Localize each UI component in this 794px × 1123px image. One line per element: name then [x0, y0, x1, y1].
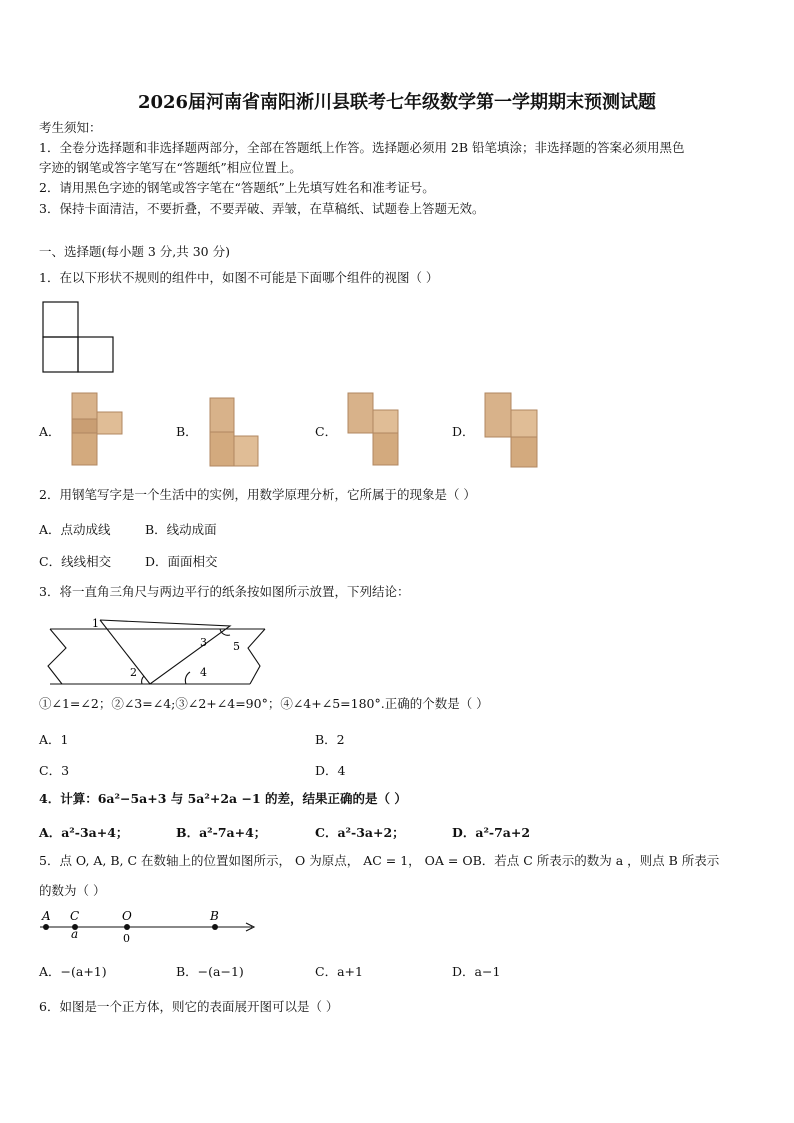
- label-b: B: [210, 909, 219, 923]
- q3-statements: ①∠1=∠2；②∠3=∠4;③∠2+∠4=90°；④∠4+∠5=180°.正确的个数是（ ）: [39, 696, 489, 711]
- q5-option-a[interactable]: A．−(a+1): [39, 964, 107, 979]
- q3-figure: [40, 612, 270, 690]
- notice-item: 3．保持卡面清洁，不要折叠，不要弄破、弄皱，在草稿纸、试题卷上答题无效。: [39, 201, 485, 216]
- q1-view-figure: [42, 301, 118, 375]
- q1-option-a-blocks: [68, 390, 126, 470]
- point-o: [124, 924, 130, 930]
- q2-option-a[interactable]: A．点动成线: [39, 522, 111, 537]
- q4-option-b[interactable]: B．a²-7a+4；: [176, 825, 267, 840]
- label-a: A: [42, 909, 51, 923]
- q4-option-c[interactable]: C．a²-3a+2；: [315, 825, 405, 840]
- page-title: 2026届河南省南阳淅川县联考七年级数学第一学期期末预测试题: [137, 92, 657, 113]
- notice-item: 字迹的钢笔或答字笔写在“答题纸”相应位置上。: [39, 160, 302, 175]
- section-heading: 一、选择题(每小题 3 分,共 30 分): [39, 244, 230, 259]
- q2-option-b[interactable]: B．线动成面: [145, 522, 217, 537]
- q3-angle-4: 4: [200, 666, 207, 679]
- q3-angle-3: 3: [200, 636, 207, 649]
- q3-option-a[interactable]: A．1: [39, 732, 69, 747]
- point-b: [212, 924, 218, 930]
- q6-stem: 6．如图是一个正方体，则它的表面展开图可以是（ ）: [39, 999, 339, 1014]
- notice-heading: 考生须知：: [39, 120, 102, 135]
- q2-option-d[interactable]: D．面面相交: [145, 554, 218, 569]
- q3-option-d[interactable]: D．4: [315, 763, 346, 778]
- q1-option-c[interactable]: C．: [315, 424, 338, 439]
- label-c: C: [70, 909, 80, 923]
- q3-angle-2: 2: [130, 666, 137, 679]
- q1-option-d-blocks: [481, 390, 541, 470]
- q1-option-b[interactable]: B．: [176, 424, 198, 439]
- q1-stem: 1．在以下形状不规则的组件中，如图不可能是下面哪个组件的视图（ ）: [39, 270, 439, 285]
- label-o-value: 0: [123, 932, 130, 945]
- q2-stem: 2．用钢笔写字是一个生活中的实例，用数学原理分析，它所属于的现象是（ ）: [39, 487, 476, 502]
- q4-stem: 4．计算：6a²−5a+3 与 5a²+2a −1 的差，结果正确的是（ ）: [39, 791, 407, 806]
- q5-option-b[interactable]: B．−(a−1): [176, 964, 244, 979]
- q5-option-c[interactable]: C．a+1: [315, 964, 363, 979]
- notice-item: 1．全卷分选择题和非选择题两部分，全部在答题纸上作答。选择题必须用 2B 铅笔填涂；非选择题的答案必须用黑色: [39, 140, 685, 155]
- q2-option-c[interactable]: C．线线相交: [39, 554, 112, 569]
- q3-angle-1: 1: [92, 617, 99, 630]
- q4-option-d[interactable]: D．a²-7a+2: [452, 825, 531, 840]
- q5-stem: 的数为（ ）: [39, 883, 106, 898]
- label-c-value: a: [71, 927, 79, 941]
- q3-option-b[interactable]: B．2: [315, 732, 345, 747]
- q5-number-line: [36, 907, 260, 947]
- q1-option-c-blocks: [344, 390, 402, 470]
- q1-option-d[interactable]: D．: [452, 424, 475, 439]
- q1-option-a[interactable]: A．: [39, 424, 61, 439]
- q3-angle-5: 5: [233, 640, 240, 653]
- q4-option-a[interactable]: A．a²-3a+4；: [39, 825, 129, 840]
- notice-item: 2．请用黑色字迹的钢笔或答字笔在“答题纸”上先填写姓名和准考证号。: [39, 180, 435, 195]
- q5-option-d[interactable]: D．a−1: [452, 964, 501, 979]
- q3-stem: 3．将一直角三角尺与两边平行的纸条按如图所示放置，下列结论：: [39, 584, 410, 599]
- label-o: O: [122, 909, 132, 923]
- q5-stem: 5．点 O, A, B, C 在数轴上的位置如图所示， O 为原点， AC = 1， OA = OB．若点 C 所表示的数为 a ，则点 B 所表示: [39, 853, 720, 868]
- point-a: [43, 924, 49, 930]
- q3-option-c[interactable]: C．3: [39, 763, 70, 778]
- q1-option-b-blocks: [205, 394, 263, 472]
